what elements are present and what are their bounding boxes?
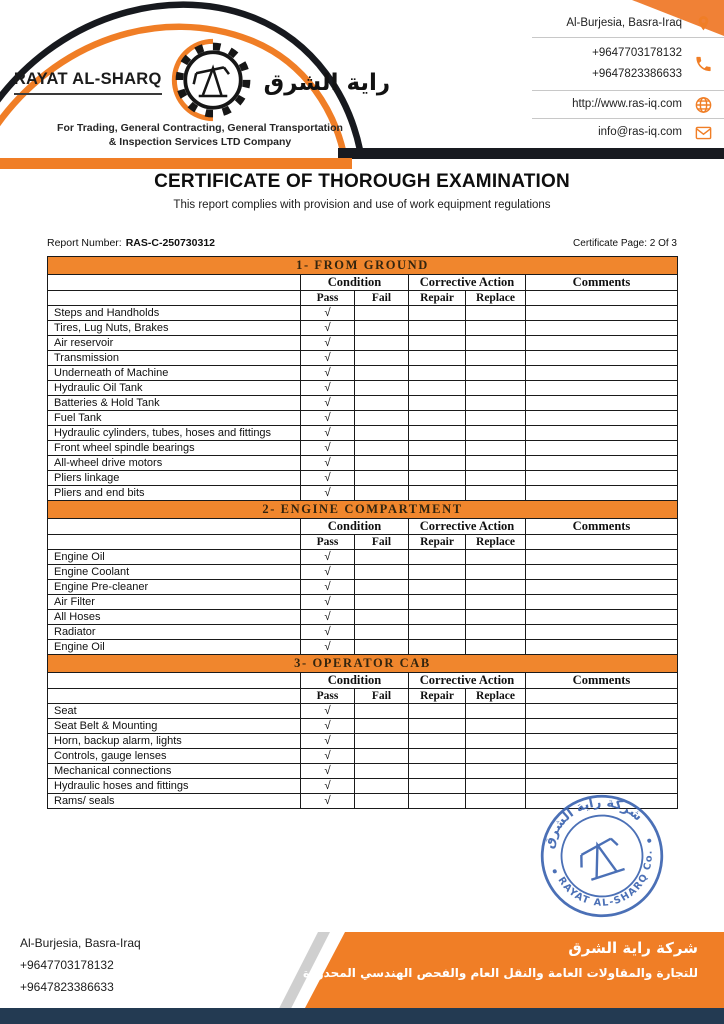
comment-cell <box>526 336 678 351</box>
document-title: CERTIFICATE OF THOROUGH EXAMINATION <box>154 171 570 192</box>
repair-cell <box>409 749 466 764</box>
item-name: Batteries & Hold Tank <box>48 396 301 411</box>
repair-cell <box>409 381 466 396</box>
condition-header: Condition <box>301 275 409 291</box>
footer-phone-2: +9647823386633 <box>20 980 114 994</box>
replace-cell <box>466 640 526 655</box>
pass-mark: √ <box>301 565 355 580</box>
replace-cell <box>466 550 526 565</box>
replace-cell <box>466 794 526 809</box>
replace-cell <box>466 396 526 411</box>
footer-address: Al-Burjesia, Basra-Iraq <box>20 936 141 950</box>
pass-mark: √ <box>301 595 355 610</box>
comment-cell <box>526 640 678 655</box>
item-name: Seat Belt & Mounting <box>48 719 301 734</box>
fail-cell <box>355 471 409 486</box>
item-name: Tires, Lug Nuts, Brakes <box>48 321 301 336</box>
report-number-value: RAS-C-250730312 <box>125 237 216 249</box>
corrective-action-header: Corrective Action <box>409 673 526 689</box>
comment-cell <box>526 441 678 456</box>
replace-cell <box>466 704 526 719</box>
inspection-row <box>48 640 678 655</box>
pass-mark: √ <box>301 321 355 336</box>
item-name: Front wheel spindle bearings <box>48 441 301 456</box>
fail-cell <box>355 610 409 625</box>
svg-text:RAYAT AL-SHARQ Co. <box>555 846 668 922</box>
section-title: 1- FROM GROUND <box>48 257 678 275</box>
repair-cell <box>409 366 466 381</box>
pass-mark: √ <box>301 550 355 565</box>
fail-cell <box>355 704 409 719</box>
replace-cell <box>466 306 526 321</box>
inspection-row <box>48 336 678 351</box>
replace-cell <box>466 779 526 794</box>
pass-mark: √ <box>301 734 355 749</box>
header-orange-bar <box>0 158 352 169</box>
pass-mark: √ <box>301 336 355 351</box>
pass-header: Pass <box>301 291 355 306</box>
company-tagline <box>14 121 386 149</box>
comment-cell <box>526 625 678 640</box>
repair-cell <box>409 396 466 411</box>
section-title: 2- ENGINE COMPARTMENT <box>48 501 678 519</box>
fail-cell <box>355 486 409 501</box>
replace-cell <box>466 381 526 396</box>
replace-cell <box>466 764 526 779</box>
svg-text:شركة راية الشرق <box>533 787 648 854</box>
inspection-row <box>48 411 678 426</box>
phone-icon <box>694 55 713 74</box>
phone-number-1: +9647703178132 <box>592 47 682 59</box>
item-name: Steps and Handholds <box>48 306 301 321</box>
blank-header <box>526 535 678 550</box>
pass-mark: √ <box>301 779 355 794</box>
repair-cell <box>409 794 466 809</box>
fail-cell <box>355 441 409 456</box>
report-meta-row <box>47 237 677 249</box>
pass-mark: √ <box>301 764 355 779</box>
pass-mark: √ <box>301 306 355 321</box>
stamp-arabic-text: شركة راية الشرق <box>541 795 646 851</box>
inspection-row <box>48 351 678 366</box>
inspection-row <box>48 734 678 749</box>
replace-cell <box>466 749 526 764</box>
fail-cell <box>355 595 409 610</box>
replace-cell <box>466 610 526 625</box>
comment-cell <box>526 486 678 501</box>
comment-cell <box>526 366 678 381</box>
item-name: Underneath of Machine <box>48 366 301 381</box>
item-name: Fuel Tank <box>48 411 301 426</box>
fail-cell <box>355 550 409 565</box>
replace-cell <box>466 486 526 501</box>
fail-cell <box>355 306 409 321</box>
section-title: 3- OPERATOR CAB <box>48 655 678 673</box>
phone-number-2: +9647823386633 <box>592 68 682 80</box>
fail-cell <box>355 719 409 734</box>
pass-header: Pass <box>301 535 355 550</box>
inspection-row <box>48 471 678 486</box>
pass-header: Pass <box>301 689 355 704</box>
pass-mark: √ <box>301 704 355 719</box>
fail-cell <box>355 794 409 809</box>
fail-cell <box>355 381 409 396</box>
condition-header: Condition <box>301 673 409 689</box>
address-text: Al-Burjesia, Basra-Iraq <box>566 17 682 29</box>
fail-header: Fail <box>355 689 409 704</box>
repair-cell <box>409 351 466 366</box>
email-icon <box>694 123 713 142</box>
replace-cell <box>466 336 526 351</box>
repair-header: Repair <box>409 291 466 306</box>
pass-mark: √ <box>301 749 355 764</box>
fail-cell <box>355 734 409 749</box>
repair-cell <box>409 580 466 595</box>
comment-cell <box>526 734 678 749</box>
fail-cell <box>355 456 409 471</box>
contact-address <box>532 10 724 37</box>
item-name: Seat <box>48 704 301 719</box>
inspection-row <box>48 625 678 640</box>
item-name: Pliers and end bits <box>48 486 301 501</box>
item-name: All-wheel drive motors <box>48 456 301 471</box>
repair-cell <box>409 486 466 501</box>
item-name: Transmission <box>48 351 301 366</box>
replace-cell <box>466 411 526 426</box>
report-number-label: Report Number: <box>47 237 122 249</box>
fail-cell <box>355 779 409 794</box>
footer <box>0 932 724 1024</box>
footer-arabic-block <box>303 939 698 980</box>
tagline-line-1: For Trading, General Contracting, General Transportation <box>57 122 343 134</box>
inspection-row <box>48 441 678 456</box>
replace-cell <box>466 321 526 336</box>
pass-mark: √ <box>301 794 355 809</box>
item-name: Hydraulic cylinders, tubes, hoses and fittings <box>48 426 301 441</box>
inspection-row <box>48 381 678 396</box>
pass-mark: √ <box>301 396 355 411</box>
comment-cell <box>526 351 678 366</box>
blank-header <box>48 519 301 535</box>
repair-cell <box>409 471 466 486</box>
company-logo <box>13 38 391 127</box>
repair-cell <box>409 411 466 426</box>
inspection-row <box>48 580 678 595</box>
fail-cell <box>355 411 409 426</box>
item-name: Air reservoir <box>48 336 301 351</box>
item-name: Pliers linkage <box>48 471 301 486</box>
fail-cell <box>355 336 409 351</box>
repair-cell <box>409 719 466 734</box>
inspection-row <box>48 306 678 321</box>
pass-mark: √ <box>301 456 355 471</box>
contact-block <box>532 10 724 146</box>
fail-cell <box>355 366 409 381</box>
inspection-row <box>48 749 678 764</box>
report-number <box>47 237 215 249</box>
fail-cell <box>355 764 409 779</box>
comments-header: Comments <box>526 673 678 689</box>
repair-cell <box>409 441 466 456</box>
document-subtitle: This report complies with provision and use of work equipment regulations <box>173 199 551 211</box>
comment-cell <box>526 749 678 764</box>
item-name: Hydraulic Oil Tank <box>48 381 301 396</box>
email-text: info@ras-iq.com <box>598 126 682 138</box>
repair-cell <box>409 640 466 655</box>
company-stamp <box>533 787 671 925</box>
corrective-action-header: Corrective Action <box>409 275 526 291</box>
fail-cell <box>355 640 409 655</box>
inspection-row <box>48 550 678 565</box>
blank-header <box>48 689 301 704</box>
certificate-page-indicator: Certificate Page: 2 Of 3 <box>573 238 677 249</box>
fail-header: Fail <box>355 291 409 306</box>
item-name: Mechanical connections <box>48 764 301 779</box>
replace-cell <box>466 734 526 749</box>
inspection-row <box>48 764 678 779</box>
comments-header: Comments <box>526 275 678 291</box>
comment-cell <box>526 764 678 779</box>
repair-cell <box>409 550 466 565</box>
comment-cell <box>526 580 678 595</box>
blank-header <box>48 673 301 689</box>
pass-mark: √ <box>301 426 355 441</box>
fail-cell <box>355 321 409 336</box>
comment-cell <box>526 456 678 471</box>
blank-header <box>48 275 301 291</box>
comment-cell <box>526 595 678 610</box>
replace-cell <box>466 580 526 595</box>
corrective-action-header: Corrective Action <box>409 519 526 535</box>
pass-mark: √ <box>301 381 355 396</box>
inspection-table-grid <box>47 256 678 809</box>
website-text: http://www.ras-iq.com <box>572 98 682 110</box>
pass-mark: √ <box>301 640 355 655</box>
repair-cell <box>409 565 466 580</box>
pass-mark: √ <box>301 471 355 486</box>
item-name: Horn, backup alarm, lights <box>48 734 301 749</box>
fail-cell <box>355 565 409 580</box>
footer-phone-1: +9647703178132 <box>20 958 114 972</box>
replace-cell <box>466 565 526 580</box>
pass-mark: √ <box>301 610 355 625</box>
replace-cell <box>466 441 526 456</box>
stamp-english-text: RAYAT AL-SHARQ Co. <box>555 848 655 909</box>
comment-cell <box>526 411 678 426</box>
replace-cell <box>466 456 526 471</box>
blank-header <box>526 689 678 704</box>
repair-cell <box>409 306 466 321</box>
footer-company-name-arabic: شركة راية الشرق <box>568 939 698 957</box>
company-name-english: RAYAT AL-SHARQ <box>14 70 162 95</box>
comment-cell <box>526 471 678 486</box>
repair-cell <box>409 704 466 719</box>
condition-header: Condition <box>301 519 409 535</box>
fail-header: Fail <box>355 535 409 550</box>
header-black-bar <box>338 148 724 159</box>
blank-header <box>48 291 301 306</box>
comment-cell <box>526 719 678 734</box>
item-name: Engine Pre-cleaner <box>48 580 301 595</box>
pass-mark: √ <box>301 411 355 426</box>
item-name: Engine Oil <box>48 640 301 655</box>
pass-mark: √ <box>301 441 355 456</box>
repair-cell <box>409 734 466 749</box>
fail-cell <box>355 396 409 411</box>
inspection-row <box>48 610 678 625</box>
comment-cell <box>526 306 678 321</box>
inspection-row <box>48 565 678 580</box>
fail-cell <box>355 625 409 640</box>
location-pin-icon <box>694 14 713 33</box>
blank-header <box>48 535 301 550</box>
pass-mark: √ <box>301 366 355 381</box>
inspection-row <box>48 456 678 471</box>
tagline-line-2: & Inspection Services LTD Company <box>108 136 292 149</box>
stamp-derrick-icon <box>576 837 626 881</box>
repair-cell <box>409 610 466 625</box>
repair-cell <box>409 456 466 471</box>
inspection-row <box>48 719 678 734</box>
replace-cell <box>466 719 526 734</box>
replace-header: Replace <box>466 291 526 306</box>
fail-cell <box>355 749 409 764</box>
item-name: Hydraulic hoses and fittings <box>48 779 301 794</box>
inspection-row <box>48 595 678 610</box>
repair-cell <box>409 336 466 351</box>
repair-cell <box>409 779 466 794</box>
item-name: Rams/ seals <box>48 794 301 809</box>
inspection-row <box>48 426 678 441</box>
globe-icon <box>694 95 713 114</box>
contact-phones <box>532 38 724 90</box>
comment-cell <box>526 396 678 411</box>
pass-mark: √ <box>301 625 355 640</box>
footer-company-description-arabic: للتجارة والمقاولات العامة والنقل العام والفحص الهندسي المحدودة <box>302 966 698 980</box>
fail-cell <box>355 426 409 441</box>
fail-cell <box>355 351 409 366</box>
inspection-row <box>48 366 678 381</box>
comment-cell <box>526 381 678 396</box>
repair-cell <box>409 426 466 441</box>
comment-cell <box>526 321 678 336</box>
item-name: All Hoses <box>48 610 301 625</box>
company-name-arabic: راية الشرق <box>263 69 391 96</box>
inspection-row <box>48 704 678 719</box>
item-name: Air Filter <box>48 595 301 610</box>
replace-cell <box>466 595 526 610</box>
replace-cell <box>466 625 526 640</box>
item-name: Controls, gauge lenses <box>48 749 301 764</box>
comment-cell <box>526 550 678 565</box>
inspection-row <box>48 486 678 501</box>
inspection-table <box>47 256 677 809</box>
comment-cell <box>526 610 678 625</box>
repair-cell <box>409 764 466 779</box>
repair-cell <box>409 595 466 610</box>
comment-cell <box>526 704 678 719</box>
comment-cell <box>526 565 678 580</box>
blank-header <box>526 291 678 306</box>
pass-mark: √ <box>301 580 355 595</box>
repair-cell <box>409 625 466 640</box>
replace-cell <box>466 366 526 381</box>
footer-contact <box>20 936 141 1002</box>
contact-email <box>532 119 724 146</box>
replace-cell <box>466 351 526 366</box>
pass-mark: √ <box>301 486 355 501</box>
comments-header: Comments <box>526 519 678 535</box>
footer-navy-bar <box>0 1008 724 1024</box>
gear-derrick-logo-icon <box>171 38 255 127</box>
comment-cell <box>526 426 678 441</box>
repair-header: Repair <box>409 689 466 704</box>
repair-header: Repair <box>409 535 466 550</box>
fail-cell <box>355 580 409 595</box>
pass-mark: √ <box>301 351 355 366</box>
replace-header: Replace <box>466 535 526 550</box>
contact-website <box>532 91 724 118</box>
replace-header: Replace <box>466 689 526 704</box>
item-name: Engine Oil <box>48 550 301 565</box>
replace-cell <box>466 426 526 441</box>
inspection-row <box>48 396 678 411</box>
item-name: Radiator <box>48 625 301 640</box>
pass-mark: √ <box>301 719 355 734</box>
item-name: Engine Coolant <box>48 565 301 580</box>
repair-cell <box>409 321 466 336</box>
replace-cell <box>466 471 526 486</box>
inspection-row <box>48 321 678 336</box>
